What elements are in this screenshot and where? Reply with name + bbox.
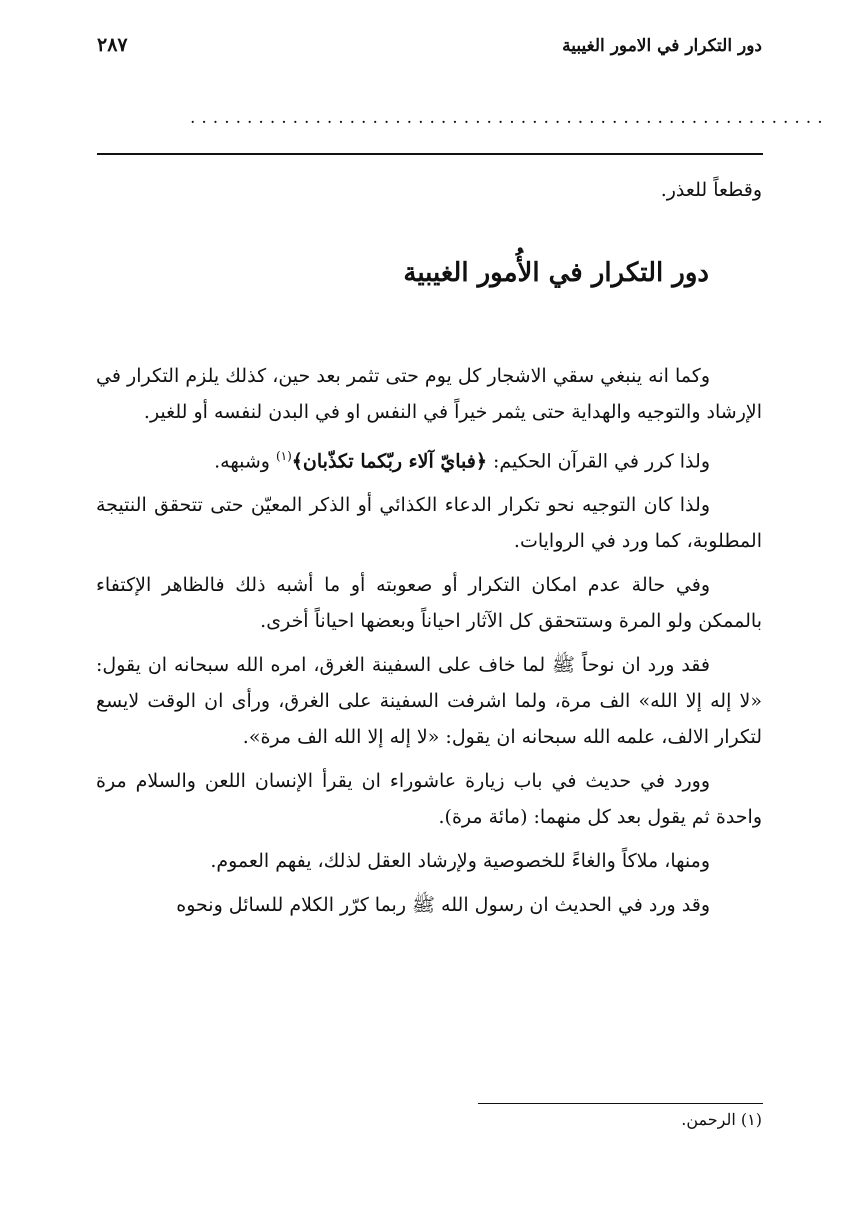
- intro-line: وقطعاً للعذر.: [660, 179, 762, 201]
- header-rule: [97, 153, 763, 155]
- paragraph-text: ولذا كرر في القرآن الحكيم:: [486, 450, 710, 473]
- paragraph-text: وشبهه.: [214, 450, 276, 473]
- paragraph: وورد في حديث في باب زيارة عاشوراء ان يقرأ الإنسان اللعن والسلام مرة واحدة ثم يقول بعد كل منهما: (مائة مرة).: [96, 770, 762, 829]
- page-number: ٢٨٧: [97, 34, 128, 56]
- footnote-rule: [478, 1103, 763, 1104]
- paragraph: ومنها، ملاكاً والغاءً للخصوصية ولإرشاد العقل لذلك، يفهم العموم.: [210, 850, 710, 873]
- paragraph: ولذا كان التوجيه نحو تكرار الدعاء الكذائي أو الذكر المعيّن حتى تتحقق النتيجة المطلوبة، كما ورد في الروايات.: [96, 494, 762, 553]
- paragraph: [96, 438, 762, 479]
- section-heading: دور التكرار في الأُمور الغيبية: [403, 258, 709, 288]
- running-title: دور التكرار في الامور الغيبية: [562, 36, 762, 56]
- body-text: [96, 358, 762, 931]
- quran-quote: ﴿فبايّ آلاء ربّكما تكذّبان﴾: [291, 450, 487, 473]
- footnote-reference: (١): [275, 449, 292, 463]
- ellipsis-separator: ........................................................: [190, 108, 829, 128]
- paragraph: وكما انه ينبغي سقي الاشجار كل يوم حتى تثمر بعد حين، كذلك يلزم التكرار في الإرشاد والتوجيه والهداية حتى يثمر خيراً في النفس او في البدن لنفسه أو للغير.: [96, 365, 762, 423]
- paragraph: وفي حالة عدم امكان التكرار أو صعوبته أو ما أشبه ذلك فالظاهر الإكتفاء بالممكن ولو المرة وستتحقق كل الآثار احياناً وبعضها احياناً أخرى.: [96, 574, 762, 633]
- paragraph: وقد ورد في الحديث ان رسول الله ﷺ ربما كرّر الكلام للسائل ونحوه: [176, 894, 710, 917]
- paragraph: فقد ورد ان نوحاً ﷺ لما خاف على السفينة الغرق، امره الله سبحانه ان يقول: «لا إله إلا الله» الف مرة، ولما اشرفت السفينة على الغرق، ورأى ان الوقت لايسع لتكرار الالف، علمه الله سبحانه ان يقول: «لا إله إلا الله الف مرة».: [96, 654, 762, 749]
- footnote: (١) الرحمن.: [681, 1110, 762, 1129]
